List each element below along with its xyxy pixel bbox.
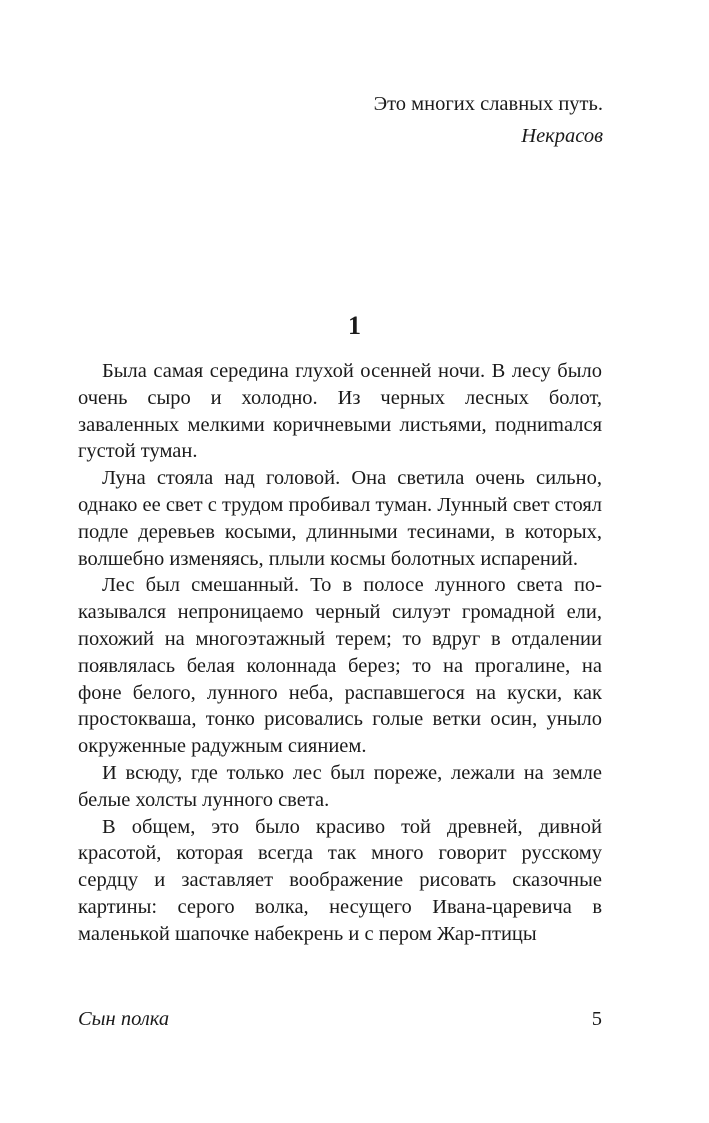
paragraph: Луна стояла над головой. Она светила очень сильно, однако ее свет с трудом пробивал туман. Лунный свет стоял подле деревьев косыми, длинными тесинами, в которых, волшебно изменяясь, плыли космы болотных испарений. xyxy=(78,467,602,570)
chapter-number: 1 xyxy=(348,311,361,340)
epigraph xyxy=(374,88,603,152)
paragraph: Была самая середина глухой осенней ночи. В лесу было очень сыро и холодно. Из черных лесных болот, заваленных мелкими коричневыми листьями, подниmался густой туман. xyxy=(78,360,602,463)
page-number: 5 xyxy=(591,1008,602,1030)
paragraph: И всюду, где только лес был пореже, лежали на земле белые холсты лунного света. xyxy=(78,761,602,811)
running-title: Сын полка xyxy=(78,1008,170,1030)
paragraph: В общем, это было красиво той древней, дивной красотой, которая всегда так много говорит русскому сердцу и заставляет воображение рисовать сказочные картины: серого волка, несущего Ивана-царевича в маленькой шапочке набекрень и с пером Жар-птицы xyxy=(78,815,602,945)
chapter-text xyxy=(78,358,602,948)
epigraph-author: Некрасов xyxy=(521,125,603,147)
paragraph: Лес был смешанный. То в полосе лунного света показывался непроницаемо черный силуэт громадной ели, похожий на многоэтажный терем; то вдруг в отдалении появлялась белая колоннада берез; то на прогалине, на фоне белого, лунного неба, распавшегося на куски, как простокваша, тонко рисовались голые ветки осин, уныло окруженные радужным сиянием. xyxy=(78,574,602,758)
epigraph-line: Это многих славных путь. xyxy=(373,93,603,115)
